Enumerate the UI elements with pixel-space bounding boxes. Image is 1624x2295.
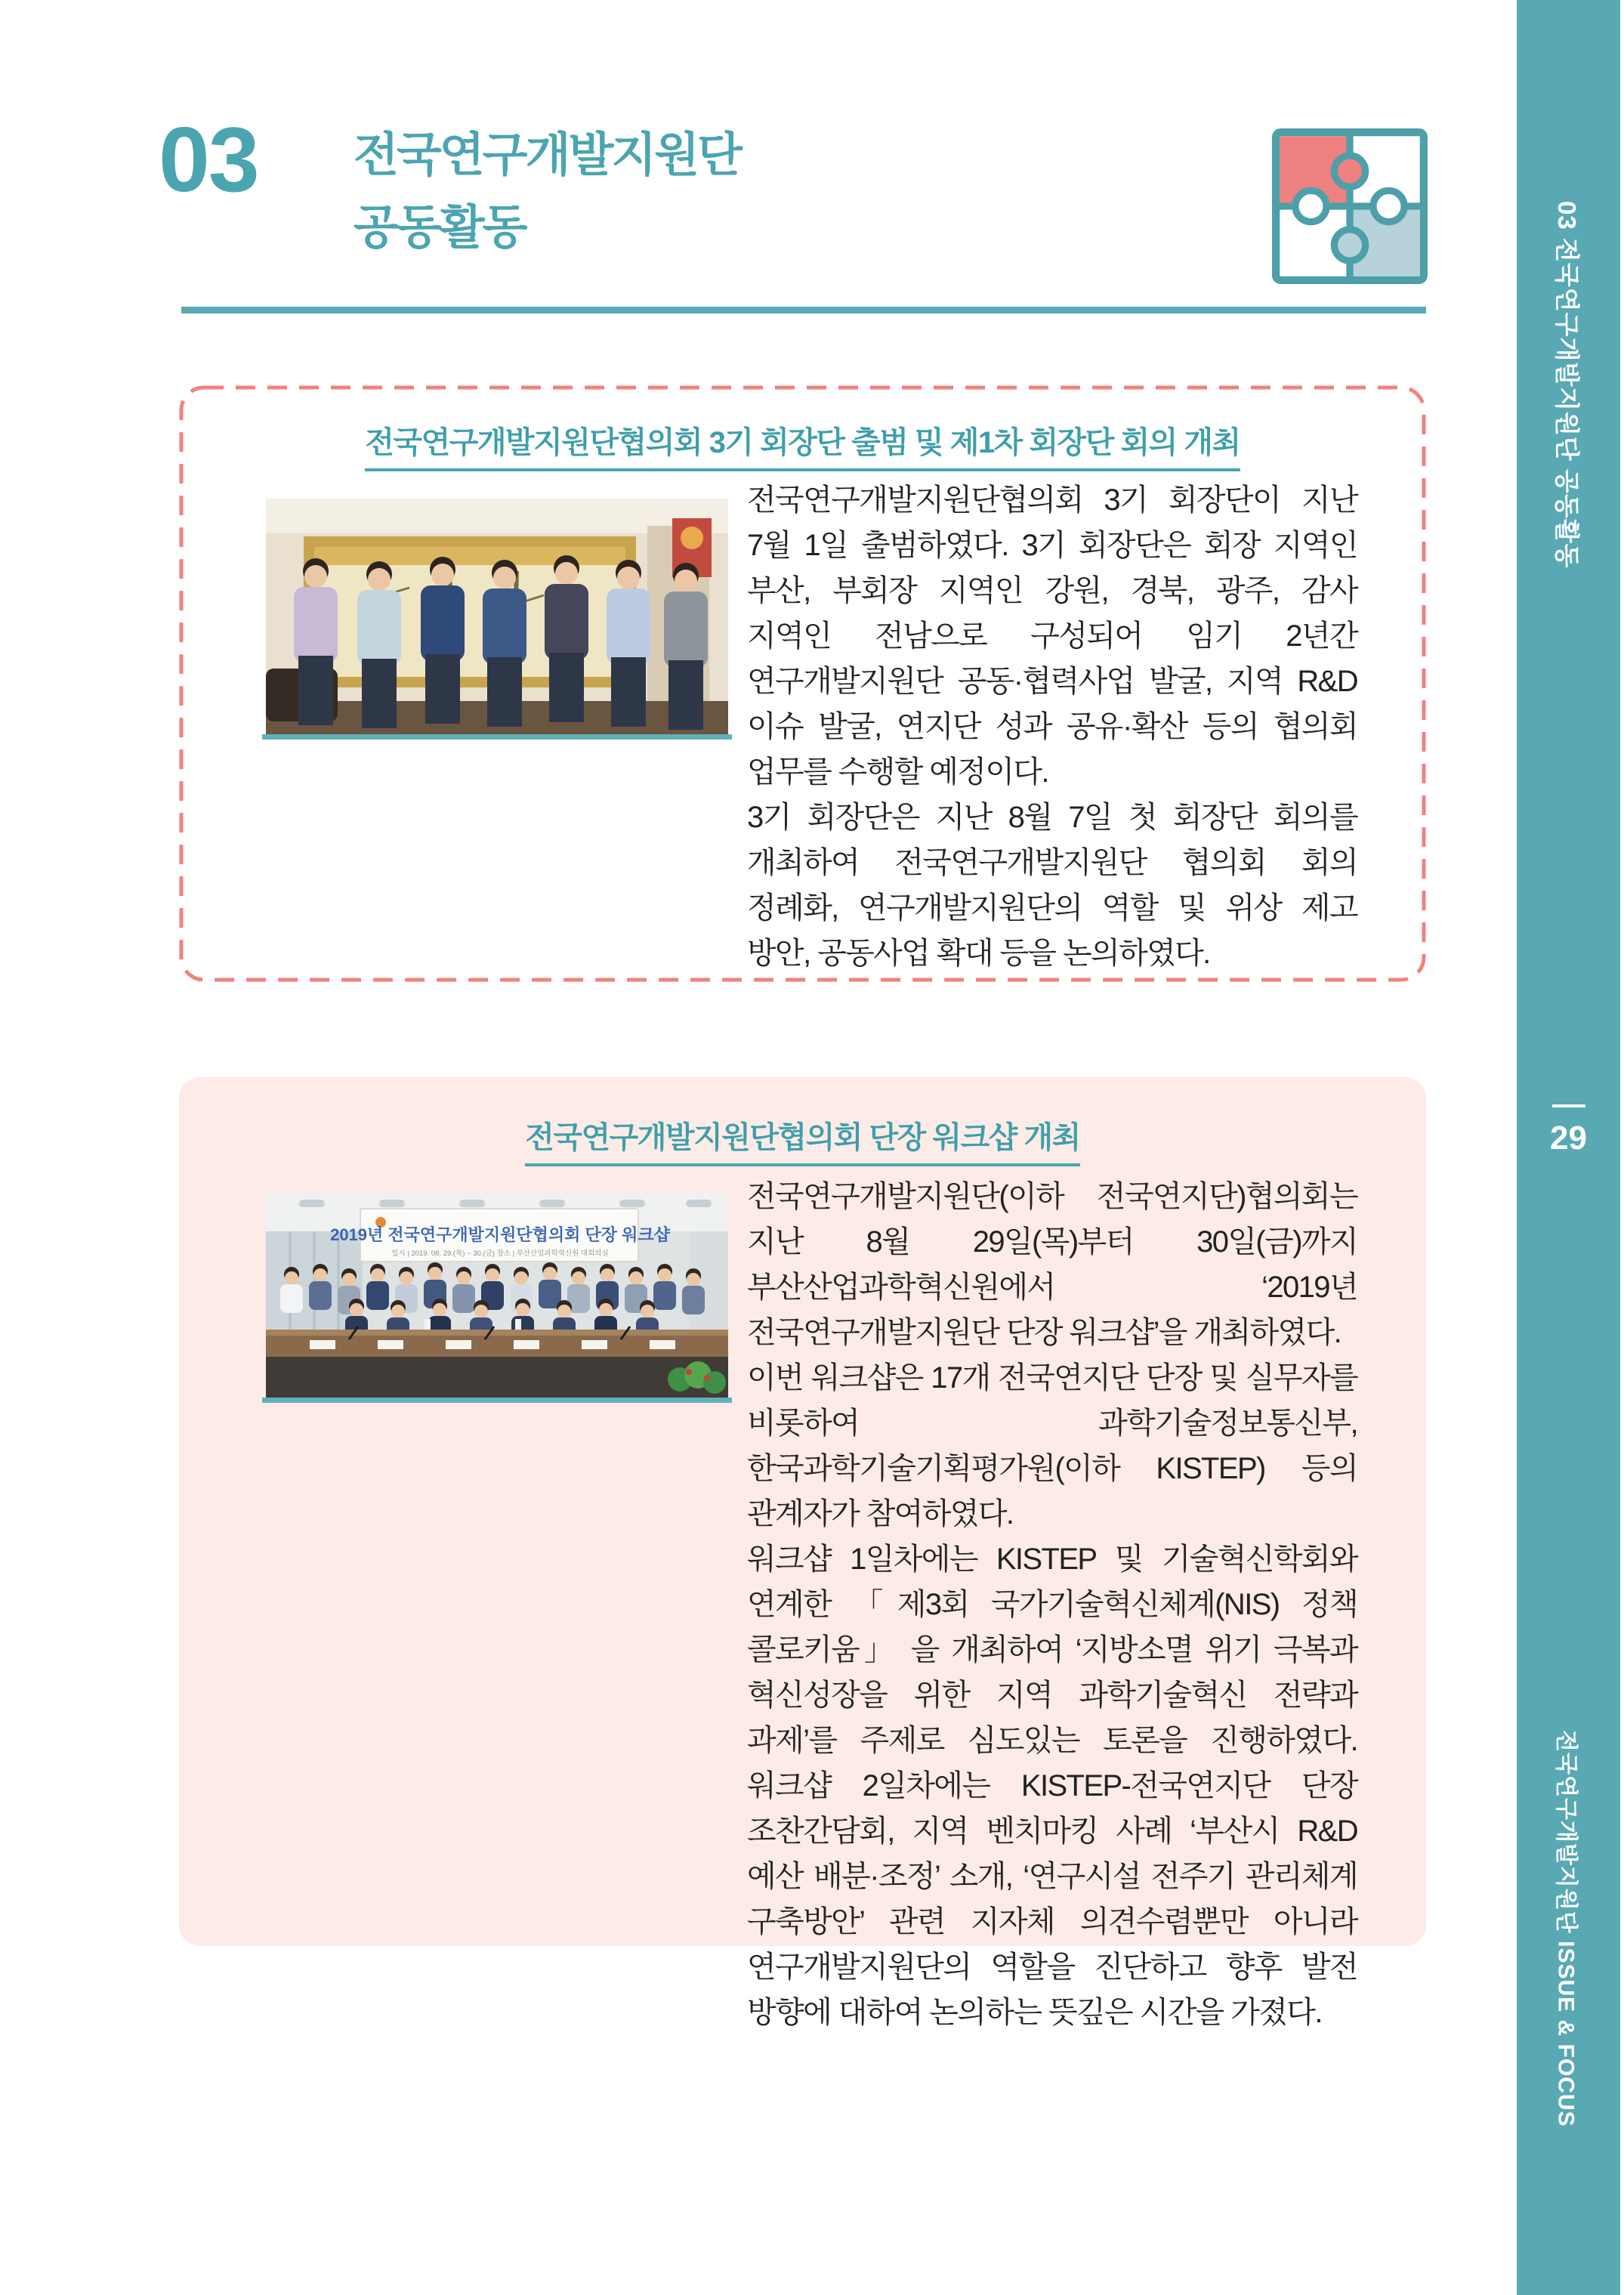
article2-title: 전국연구개발지원단협의회 단장 워크샵 개최 [525, 1114, 1080, 1166]
page-number-rule [1552, 1104, 1585, 1107]
workshop-banner-subtitle: 일시 | 2019. 08. 29.(목) ~ 30.(금) 장소 | 부산산업과학혁신원 대회의실 [391, 1249, 609, 1258]
sidebar-publication-label [1517, 1730, 1620, 2127]
page-edge-sidebar [1517, 0, 1620, 2295]
article1-body [747, 477, 1357, 976]
workshop-banner-title: 2019년 전국연구개발지원단협의회 단장 워크샵 [330, 1225, 670, 1244]
article1-title: 전국연구개발지원단협의회 3기 회장단 출범 및 제1차 회장단 회의 개최 [365, 419, 1240, 471]
workshop-group-photo [266, 1192, 728, 1401]
article2-paragraph: 이번 워크샵은 17개 전국연지단 단장 및 실무자를 비롯하여 과학기술정보통신부, 한국과학기술기획평가원(이하 KISTEP) 등의 관계자가 참여하였다. [747, 1361, 1357, 1531]
page-title [354, 119, 740, 264]
article-workshop [179, 1077, 1426, 2029]
presidium-photo-graphic [266, 499, 728, 734]
photo-underline [262, 734, 732, 740]
photo-underline [262, 1398, 732, 1403]
article2-body [747, 1174, 1357, 2035]
article1-paragraph: 전국연구개발지원단협의회 3기 회장단이 지난 7월 1일 출범하였다. 3기 회장단은 회장 지역인 부산, 부회장 지역인 강원, 경북, 광주, 감사 지역인 전남으로 구성되어 임기 2년간 연구개발지원단 공동·협력사업 발굴, 지역 R&D 이슈 발굴, 연지단 성과 공유·확산 등의 협의회 업무를 수행할 예정이다. [747, 483, 1357, 789]
workshop-photo-graphic [266, 1192, 728, 1398]
sidebar-publication-label-text: 전국연구개발지원단 ISSUE & FOCUS [1553, 1730, 1579, 2127]
page-number: 29 [1550, 1120, 1587, 1157]
sidebar-section-label [1517, 201, 1620, 568]
page-title-line1: 전국연구개발지원단 [354, 129, 741, 181]
puzzle-icon [1272, 128, 1428, 284]
article2-paragraph: 워크샵 1일차에는 KISTEP 및 기술혁신학회와 연계한 「제3회 국가기술혁신체계(NIS) 정책 콜로키움」 을 개최하여 ‘지방소멸 위기 극복과 혁신성장을 위한 지역 과학기술혁신 전략과 과제’를 주제로 심도있는 토론을 진행하였다. 워크샵 2일차에는 KISTEP-전국연지단 단장 조찬간담회, 지역 벤치마킹 사례 ‘부산시 R&D 예산 배분·조정’ 소개, ‘연구시설 전주기 관리체계 구축방안’ 관련 지자체 의견수렴뿐만 아니라 연구개발지원단의 역할을 진단하고 향후 발전 방향에 대하여 논의하는 뜻깊은 시간을 가졌다. [747, 1543, 1357, 2029]
header-divider [181, 307, 1426, 314]
presidium-group-photo [266, 499, 728, 738]
article2-paragraph: 전국연구개발지원단(이하 전국연지단)협의회는 지난 8월 29일(목)부터 30일(금)까지 부산산업과학혁신원에서 ‘2019년 전국연구개발지원단 단장 워크샵’을 개최하였다. [747, 1180, 1357, 1349]
section-number: 03 [159, 108, 258, 211]
page-title-line2: 공동활동 [354, 202, 526, 254]
article2-heading [179, 1077, 1426, 1166]
sidebar-section-label-text: 03 전국연구개발지원단 공동활동 [1553, 201, 1581, 569]
article1-heading [179, 385, 1426, 471]
page-number-block [1517, 1104, 1620, 1157]
article-presidium-launch [179, 385, 1426, 982]
article1-paragraph: 3기 회장단은 지난 8월 7일 첫 회장단 회의를 개최하여 전국연구개발지원단 협의회 회의 정례화, 연구개발지원단의 역할 및 위상 제고 방안, 공동사업 확대 등을 논의하였다. [747, 801, 1357, 970]
